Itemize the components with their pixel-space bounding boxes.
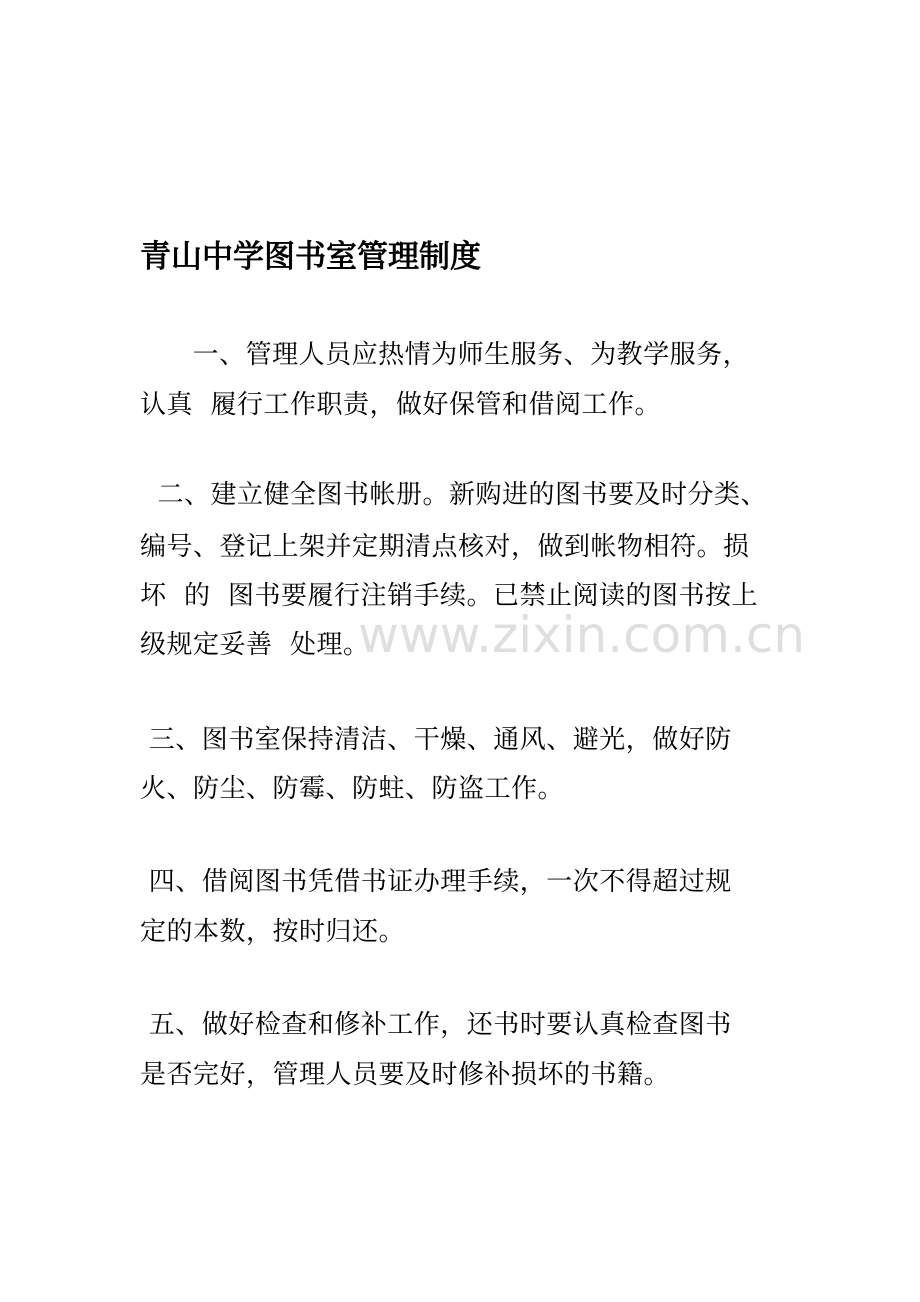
- paragraph-2-line-3: 坏 的 图书要履行注销手续。已禁止阅读的图书按上: [140, 581, 759, 611]
- watermark: www.zixin.com.cn: [358, 606, 806, 664]
- paragraph-4-line-2: 定的本数，按时归还。: [140, 917, 406, 947]
- paragraph-5-line-1: 五、做好检查和修补工作，还书时要认真检查图书: [140, 1010, 732, 1040]
- paragraph-5-line-2: 是否完好，管理人员要及时修补损坏的书籍。: [140, 1060, 671, 1090]
- paragraph-1-line-1: 一、管理人员应热情为师生服务、为教学服务，: [140, 340, 750, 370]
- paragraph-1-line-2: 认真 履行工作职责，做好保管和借阅工作。: [140, 390, 662, 420]
- paragraph-3-line-2: 火、防尘、防霉、防蛀、防盗工作。: [140, 774, 565, 804]
- paragraph-4-line-1: 四、借阅图书凭借书证办理手续，一次不得超过规: [140, 867, 732, 897]
- paragraph-3-line-1: 三、图书室保持清洁、干燥、通风、避光，做好防: [140, 725, 732, 755]
- paragraph-2-line-1: 二、建立健全图书帐册。新购进的图书要及时分类、: [140, 480, 768, 510]
- paragraph-2-line-4: 级规定妥善 处理。: [140, 630, 370, 660]
- paragraph-2-line-2: 编号、登记上架并定期清点核对，做到帐物相符。损: [140, 532, 750, 562]
- document-title: 青山中学图书室管理制度: [140, 239, 481, 275]
